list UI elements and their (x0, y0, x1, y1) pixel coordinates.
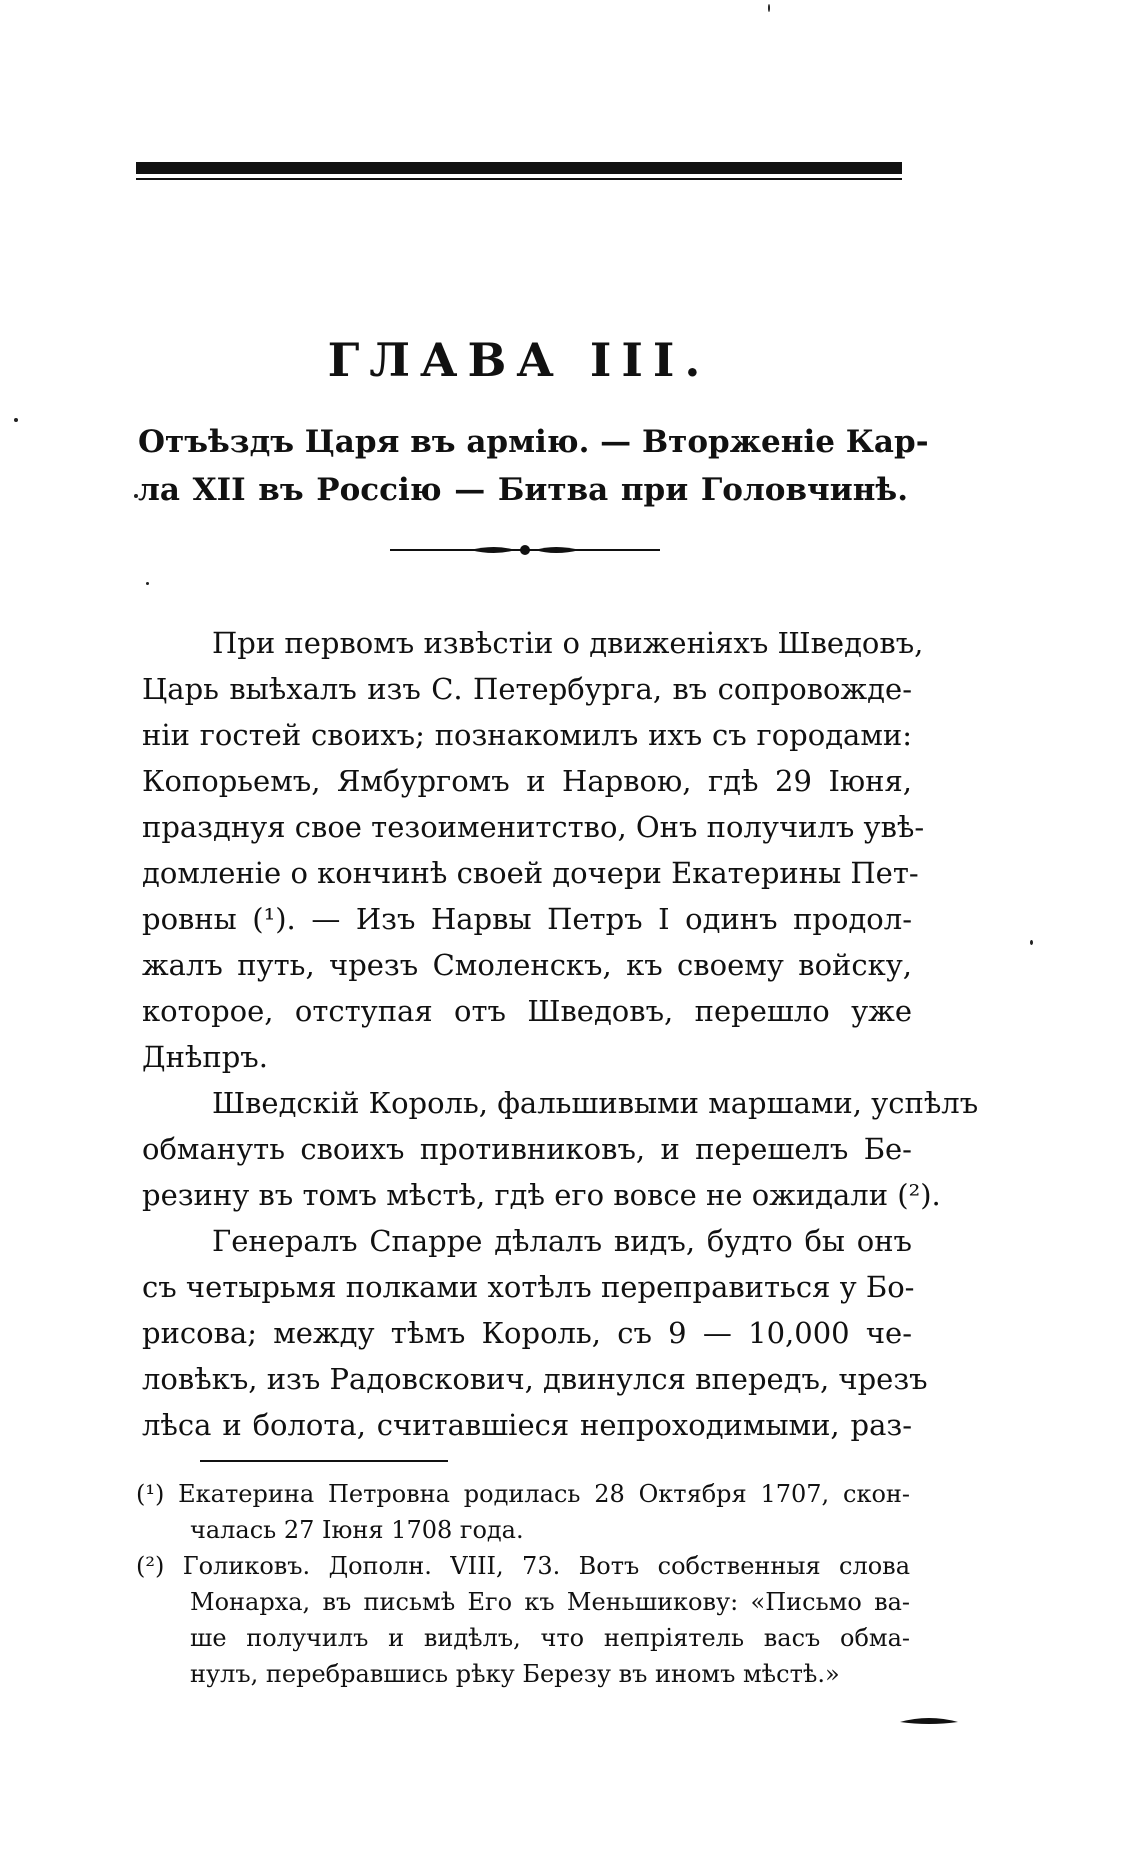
header-thick-rule (136, 162, 902, 174)
body-line: рисова; между тѣмъ Король, съ 9 — 10,000 че- (142, 1316, 912, 1350)
body-line: ловѣкъ, изъ Радовскович, двинулся впередъ, чрезъ (142, 1362, 928, 1396)
body-line: обмануть своихъ противниковъ, и перешелъ Бе- (142, 1132, 912, 1166)
page-end-mark-icon (900, 1716, 958, 1726)
body-line: Генералъ Спарре дѣлалъ видъ, будто бы онъ (212, 1224, 912, 1258)
body-line: Царь выѣхалъ изъ С. Петербурга, въ сопровожде- (142, 672, 912, 706)
body-line: домленіе о кончинѣ своей дочери Екатерины Пет- (142, 856, 919, 890)
header-double-rule (136, 162, 902, 182)
body-line: съ четырьмя полками хотѣлъ переправиться у Бо- (142, 1270, 915, 1304)
footnote-line: Монарха, въ письмѣ Его къ Меньшикову: «Письмо ва- (190, 1588, 910, 1616)
body-line: лѣса и болота, считавшіеся непроходимыми, раз- (142, 1408, 912, 1442)
footnote-line: (¹) Екатерина Петровна родилась 28 Октября 1707, скон- (136, 1480, 910, 1508)
body-line: ровны (¹). — Изъ Нарвы Петръ I одинъ продол- (142, 902, 912, 936)
footnote-line: чалась 27 Іюня 1708 года. (190, 1516, 524, 1544)
body-line: Шведскій Король, фальшивыми маршами, успѣлъ (212, 1086, 979, 1120)
chapter-subtitle-line: Отъѣздъ Царя въ армію. — Вторженіе Кар- (138, 424, 929, 460)
print-speck (768, 4, 770, 12)
print-speck (134, 494, 138, 498)
footnote-line: нулъ, перебравшись рѣку Березу въ иномъ мѣстѣ.» (190, 1660, 840, 1688)
footnote-line: (²) Голиковъ. Дополн. VIII, 73. Вотъ собственныя слова (136, 1552, 910, 1580)
footnote-separator (200, 1460, 448, 1462)
ornament-divider-icon (390, 540, 660, 560)
header-thin-rule (136, 178, 902, 180)
body-line: ніи гостей своихъ; познакомилъ ихъ съ городами: (142, 718, 912, 752)
body-line: При первомъ извѣстіи о движеніяхъ Шведовъ, (212, 626, 924, 660)
body-line: Днѣпръ. (142, 1040, 268, 1074)
body-line: жалъ путь, чрезъ Смоленскъ, къ своему войску, (142, 948, 912, 982)
print-speck (14, 418, 18, 422)
footnote-line: ше получилъ и видѣлъ, что непріятель васъ обма- (190, 1624, 910, 1652)
print-speck (146, 582, 149, 585)
body-line: которое, отступая отъ Шведовъ, перешло уже (142, 994, 912, 1028)
chapter-subtitle-line: ла XII въ Россію — Битва при Головчинѣ. (138, 472, 908, 508)
body-line: празднуя свое тезоименитство, Онъ получилъ увѣ- (142, 810, 925, 844)
chapter-title: ГЛАВА III. (327, 333, 711, 387)
print-speck (1030, 940, 1033, 945)
body-line: Копорьемъ, Ямбургомъ и Нарвою, гдѣ 29 Іюня, (142, 764, 912, 798)
body-line: резину въ томъ мѣстѣ, гдѣ его вовсе не ожидали (²). (142, 1178, 941, 1212)
